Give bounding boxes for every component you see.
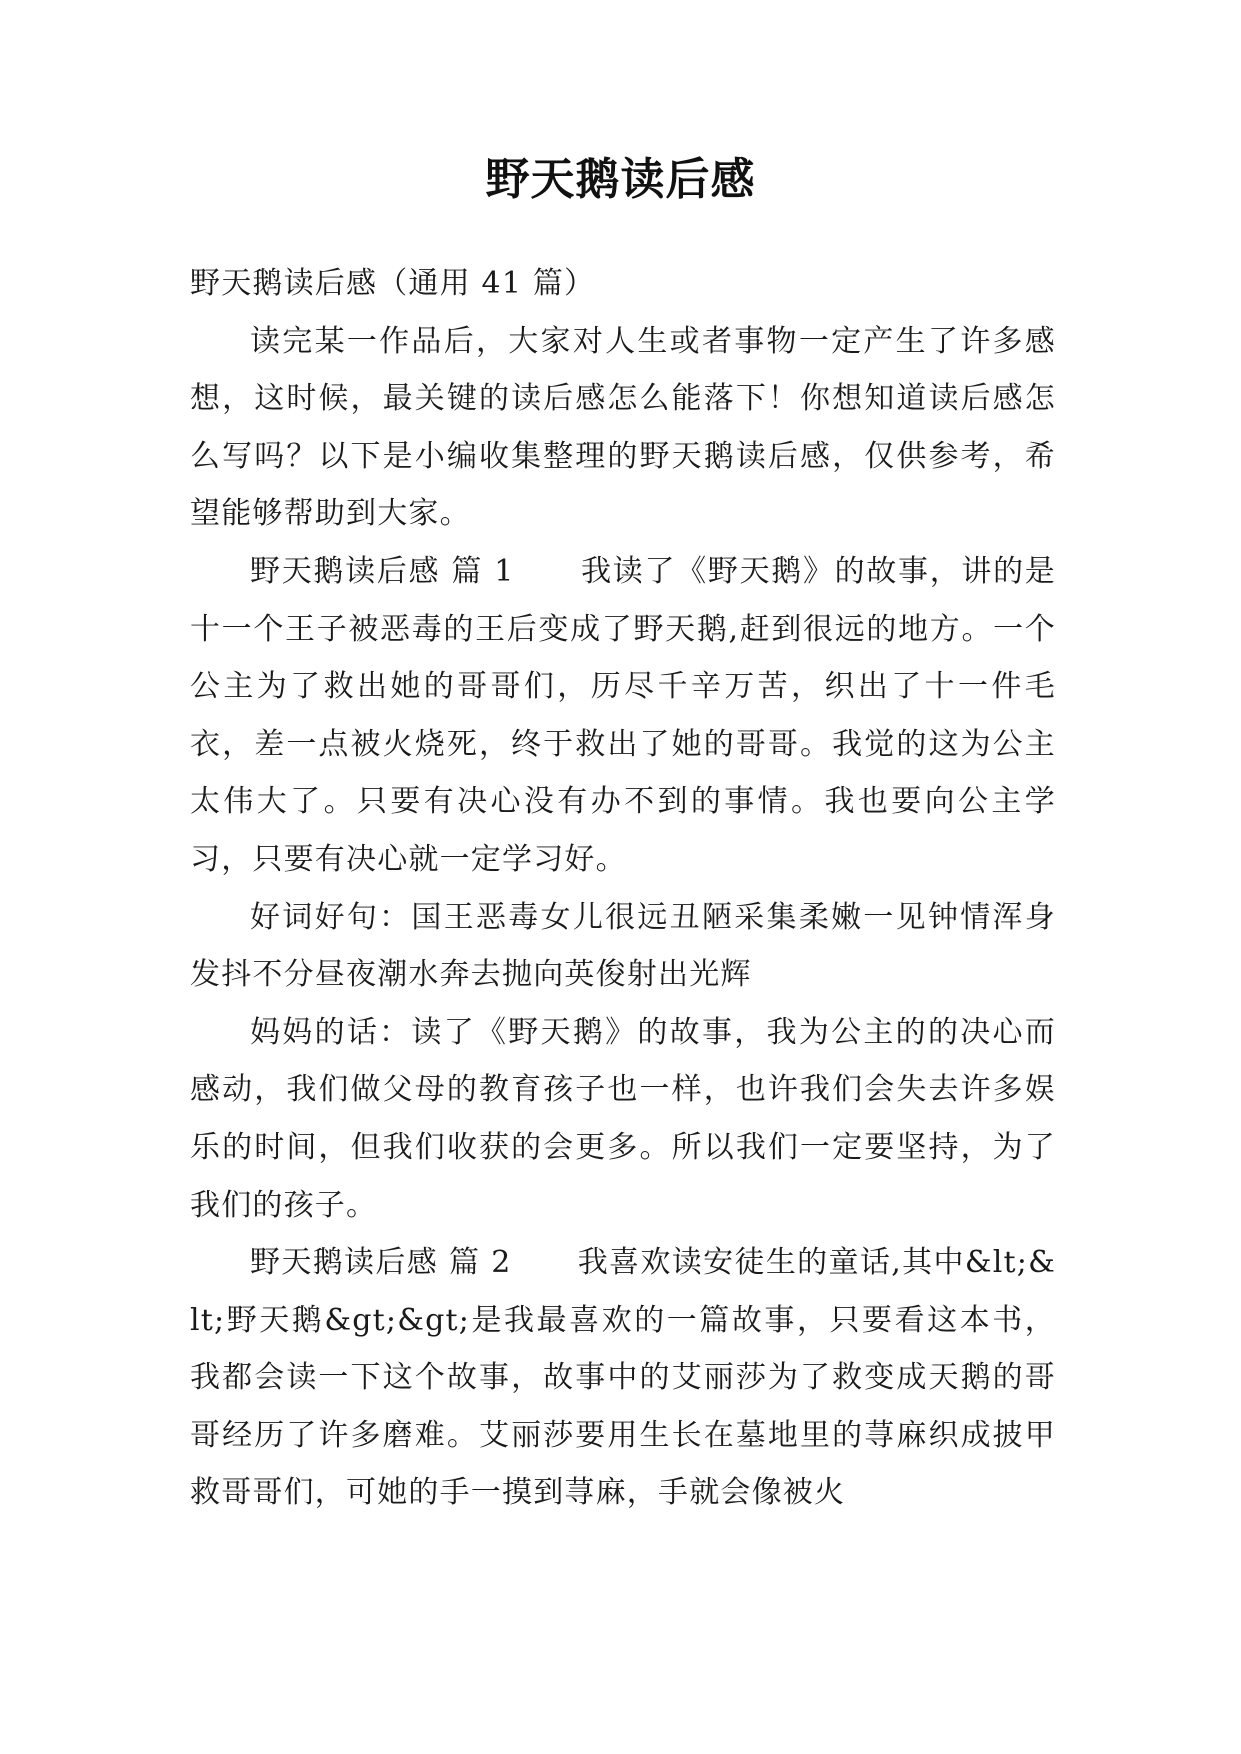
mom-words-paragraph: 妈妈的话：读了《野天鹅》的故事，我为公主的的决心而感动，我们做父母的教育孩子也一样，也许我们会失去许多娱乐的时间，但我们收获的会更多。所以我们一定要坚持，为了我们的孩子。: [190, 1014, 1056, 1223]
section-2-text: 我喜欢读安徒生的童话,其中&lt;&lt;野天鹅&gt;&gt;是我最喜欢的一篇故事，只要看这本书，我都会读一下这个故事，故事中的艾丽莎为了救变成天鹅的哥哥经历了许多磨难。艾丽莎要用生长在墓地里的荨麻织成披甲救哥哥们，可她的手一摸到荨麻，手就会像被火: [190, 1245, 1056, 1511]
section-1-text: 我读了《野天鹅》的故事，讲的是十一个王子被恶毒的王后变成了野天鹅,赶到很远的地方。一个公主为了救出她的哥哥们，历尽千辛万苦，织出了十一件毛衣，差一点被火烧死，终于救出了她的哥哥。我觉的这为公主太伟大了。只要有决心没有办不到的事情。我也要向公主学习，只要有决心就一定学习好。: [190, 553, 1057, 877]
good-words-paragraph: 好词好句：国王恶毒女儿很远丑陋采集柔嫩一见钟情浑身发抖不分昼夜潮水奔去抛向英俊射出光辉: [190, 899, 1056, 993]
document-subtitle: 野天鹅读后感（通用 41 篇）: [190, 266, 596, 301]
document-title: 野天鹅读后感: [485, 154, 756, 205]
section-2-paragraph: [190, 1234, 1056, 1522]
document-body: [190, 255, 1056, 1522]
section-1-heading: 野天鹅读后感 篇 1: [250, 553, 515, 589]
section-1-paragraph: [190, 543, 1056, 889]
intro-paragraph: 读完某一作品后，大家对人生或者事物一定产生了许多感想，这时候，最关键的读后感怎么能落下！你想知道读后感怎么写吗？以下是小编收集整理的野天鹅读后感，仅供参考，希望能够帮助到大家。: [190, 323, 1056, 532]
section-2-heading: 野天鹅读后感 篇 2: [250, 1245, 512, 1281]
